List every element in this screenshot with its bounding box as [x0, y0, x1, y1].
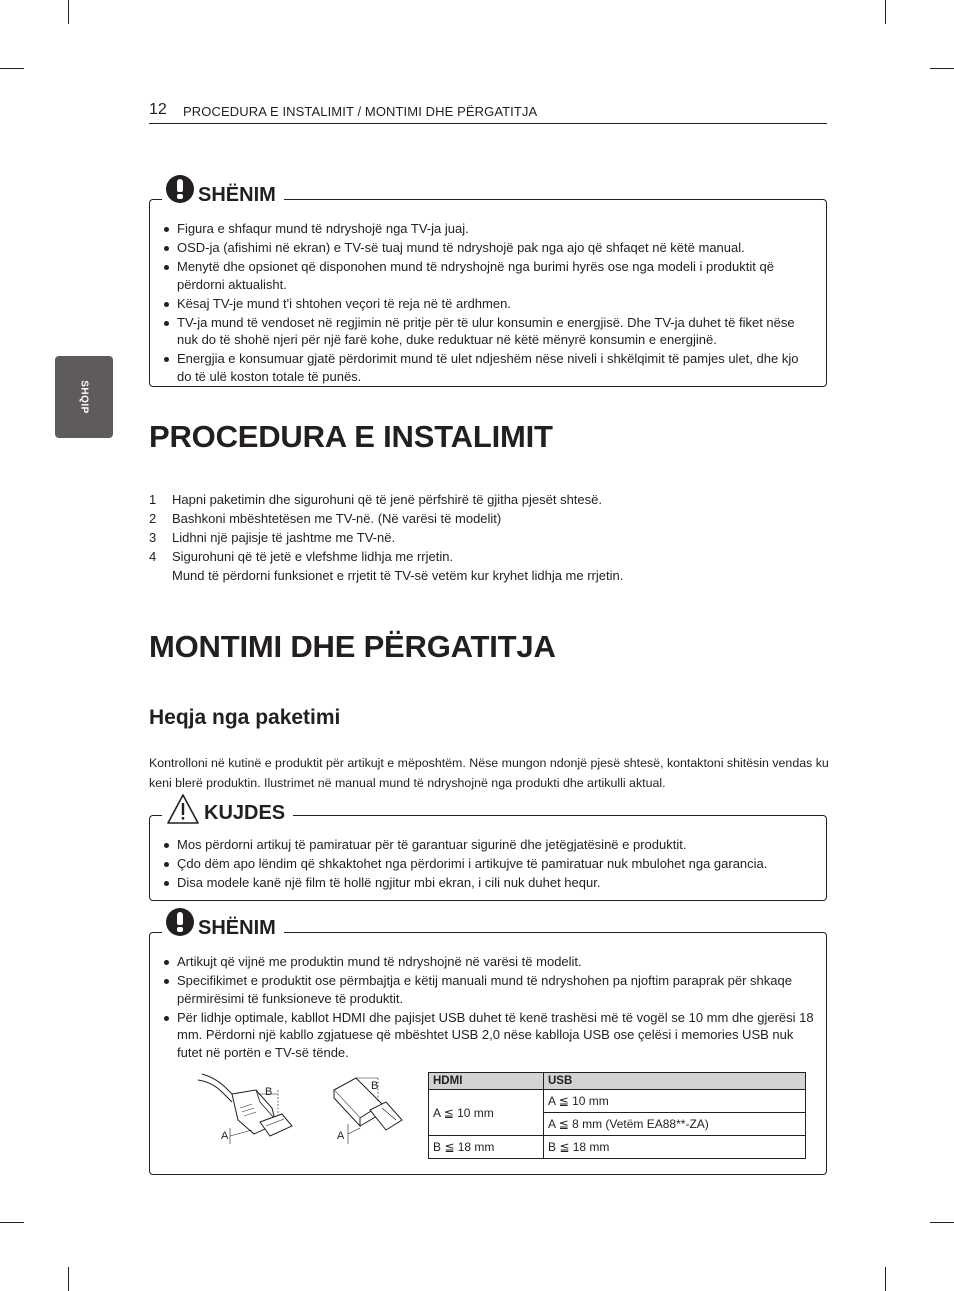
step-text: Sigurohuni që të jetë e vlefshme lidhja me rrjetin. — [172, 549, 454, 564]
list-item: Çdo dëm apo lëndim që shkaktohet nga përdorimi i artikujve të pamiratuar nuk mbulohet nga garancia. — [162, 855, 814, 873]
list-item: Për lidhje optimale, kabllot HDMI dhe pajisjet USB duhet të kenë trashësi më të vogël se 10 mm dhe gjerësi 18 mm. Përdorni një kabllo zgjatuese që mbështet USB 2,0 nëse kablloja USB ose çelësi i memories USB nuk futet në portën e TV-së tënde. — [162, 1009, 814, 1062]
crop-mark — [885, 0, 886, 24]
crop-mark — [0, 68, 24, 69]
note-list — [162, 953, 814, 1063]
table-header-hdmi: HDMI — [429, 1073, 544, 1090]
table-header-usb: USB — [544, 1073, 806, 1090]
step-number: 2 — [149, 511, 157, 526]
dimension-label-b: B — [265, 1086, 273, 1098]
caution-heading — [162, 792, 293, 825]
table-cell: B ≦ 18 mm — [429, 1136, 544, 1159]
note-box — [149, 184, 827, 387]
language-tab — [55, 356, 113, 438]
intro-paragraph: Kontrolloni në kutinë e produktit për artikujt e mëposhtëm. Nëse mungon ndonjë pjesë shtesë, kontaktoni shitësin vendas ku keni blerë produktin. Ilustrimet në manual mund të ndryshojnë nga produkti dhe artikulli aktual. — [149, 756, 829, 790]
list-item: Kësaj TV-je mund t'i shtohen veçori të reja në të ardhmen. — [162, 295, 814, 313]
hdmi-connector-illustration — [196, 1068, 306, 1148]
table-row — [429, 1136, 806, 1159]
table-row — [429, 1090, 806, 1113]
step-text: Lidhni një pajisje të jashtme me TV-në. — [172, 530, 396, 545]
note-heading — [162, 184, 284, 207]
crop-mark — [885, 1267, 886, 1291]
step-number: 4 — [149, 549, 157, 564]
dimension-label-a: A — [337, 1130, 345, 1142]
exclamation-icon — [166, 908, 194, 936]
list-item: Mos përdorni artikuj të pamiratuar për të garantuar sigurinë dhe jetëgjatësinë e produktit. — [162, 836, 814, 854]
crop-mark — [68, 0, 69, 24]
caution-list — [162, 836, 814, 893]
subsection-title: Heqja nga paketimi — [149, 706, 341, 729]
step-number: 3 — [149, 530, 157, 545]
note-list — [162, 220, 814, 387]
running-title: PROCEDURA E INSTALIMIT / MONTIMI DHE PËRGATITJA — [183, 104, 538, 119]
list-item: OSD-ja (afishimi në ekran) e TV-së tuaj mund të ndryshojë pak nga ajo që shfaqet në këtë manual. — [162, 239, 814, 257]
list-item: Menytë dhe opsionet që disponohen mund të ndryshojnë nga burimi hyrës ose nga modeli i produktit që përdorni aktualisht. — [162, 258, 814, 293]
page-header — [149, 101, 827, 124]
step-item — [149, 509, 809, 528]
step-item — [149, 528, 809, 547]
list-item: Disa modele kanë një film të hollë ngjitur mbi ekran, i cili nuk duhet hequr. — [162, 874, 814, 892]
dimension-label-b: B — [371, 1080, 379, 1092]
list-item: TV-ja mund të vendoset në regjimin në pritje për të ulur konsumin e energjisë. Dhe TV-ja duhet të fiket nëse nuk do të shohë njeri për një farë kohe, duke reduktuar në këtë mënyrë konsumin e energjinë. — [162, 314, 814, 349]
installation-steps — [149, 490, 809, 585]
crop-mark — [68, 1267, 69, 1291]
note-heading — [162, 917, 284, 940]
step-item — [149, 547, 809, 585]
list-item: Specifikimet e produktit ose përmbajtja e këtij manuali mund të ndryshohen pa njoftim paraprak për shkaqe përmirësimi të funksioneve të produktit. — [162, 972, 814, 1007]
list-item: Energjia e konsumuar gjatë përdorimit mund të ulet ndjeshëm nëse niveli i shkëlqimit të pamjes ulet, dhe kjo do të ulë koston totale të punës. — [162, 350, 814, 385]
language-tab-label: SHQIP — [78, 380, 90, 414]
step-number: 1 — [149, 492, 157, 507]
list-item: Figura e shfaqur mund të ndryshojë nga TV-ja juaj. — [162, 220, 814, 238]
crop-mark — [930, 68, 954, 69]
step-extra-text: Mund të përdorni funksionet e rrjetit të TV-së vetëm kur kryhet lidhja me rrjetin. — [172, 568, 624, 583]
note-title: SHËNIM — [198, 917, 276, 939]
warning-triangle-icon — [166, 793, 200, 825]
step-text: Hapni paketimin dhe sigurohuni që të jenë përfshirë të gjitha pjesët shtesë. — [172, 492, 602, 507]
table-cell: A ≦ 8 mm (Vetëm EA88**-ZA) — [544, 1113, 806, 1136]
table-cell: A ≦ 10 mm — [544, 1090, 806, 1113]
crop-mark — [0, 1222, 24, 1223]
crop-mark — [930, 1222, 954, 1223]
page-number: 12 — [149, 101, 167, 118]
section-title: PROCEDURA E INSTALIMIT — [149, 419, 553, 454]
table-cell: B ≦ 18 mm — [544, 1136, 806, 1159]
dimension-label-a: A — [221, 1130, 229, 1142]
exclamation-icon — [166, 175, 194, 203]
note-title: SHËNIM — [198, 184, 276, 206]
connector-dimensions-table — [428, 1072, 806, 1159]
list-item: Artikujt që vijnë me produktin mund të ndryshojnë në varësi të modelit. — [162, 953, 814, 971]
step-text: Bashkoni mbështetësen me TV-në. (Në varësi të modelit) — [172, 511, 502, 526]
step-item — [149, 490, 809, 509]
table-header-row — [429, 1073, 806, 1090]
section-title: MONTIMI DHE PËRGATITJA — [149, 629, 556, 664]
caution-title: KUJDES — [204, 802, 286, 824]
table-cell: A ≦ 10 mm — [429, 1090, 544, 1136]
caution-box — [149, 802, 827, 901]
